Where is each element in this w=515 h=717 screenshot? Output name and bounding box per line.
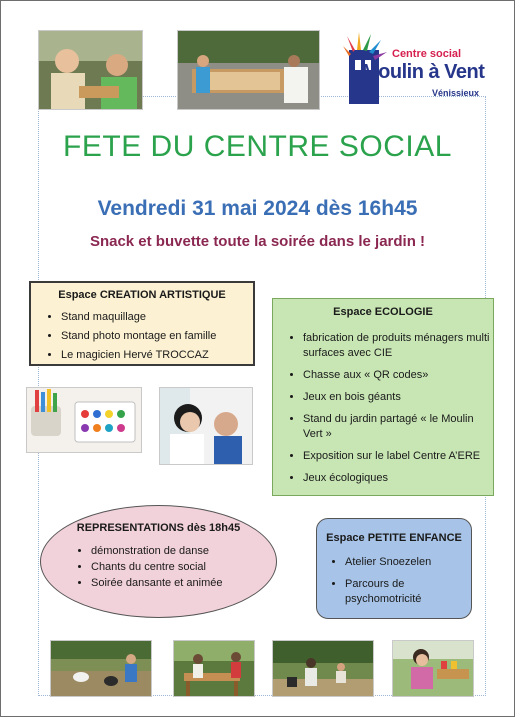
creation-list	[31, 310, 253, 363]
list-item: • Chants du centre social	[91, 560, 276, 575]
photo-outdoor-group	[272, 640, 374, 697]
photo-wooden-game	[177, 30, 320, 110]
list-item: • Le magicien Hervé TROCCAZ	[61, 348, 253, 363]
photo-garden-chickens	[50, 640, 152, 697]
list-item: • Stand photo montage en famille	[61, 329, 253, 344]
list-item: • Soirée dansante et animée	[91, 576, 276, 591]
petite-enfance-heading: Espace PETITE ENFANCE	[326, 532, 462, 544]
list-item: • Stand du jardin partagé « le Moulin Vert »	[303, 412, 493, 442]
logo-line1: Centre social	[392, 48, 462, 60]
creation-heading: Espace CREATION ARTISTIQUE	[58, 289, 226, 301]
ecologie-box	[272, 298, 494, 496]
list-item: • Jeux en bois géants	[303, 390, 493, 405]
ecologie-heading: Espace ECOLOGIE	[333, 306, 433, 318]
tagline: Snack et buvette toute la soirée dans le jardin !	[89, 233, 426, 250]
ecologie-list	[273, 331, 493, 486]
list-item: • Stand maquillage	[61, 310, 253, 325]
list-item: • Parcours de psychomotricité	[345, 577, 471, 607]
logo-line3: Vénissieux	[432, 88, 480, 98]
photo-children-table	[173, 640, 255, 697]
petite-enfance-box	[316, 518, 472, 619]
photo-child-activity	[392, 640, 474, 697]
list-item: • Jeux écologiques	[303, 471, 493, 486]
creation-box	[29, 281, 255, 366]
petite-enfance-list	[317, 555, 471, 607]
representations-list	[41, 544, 276, 591]
list-item: • démonstration de danse	[91, 544, 276, 559]
list-item: • Atelier Snoezelen	[345, 555, 471, 570]
photo-face-painting	[159, 387, 253, 465]
page-title: FETE DU CENTRE SOCIAL	[63, 130, 452, 163]
logo-line2: Moulin à Vent	[362, 61, 485, 83]
representations-heading: REPRESENTATIONS dès 18h45	[76, 522, 241, 534]
representations-ellipse	[40, 505, 277, 618]
list-item: • Exposition sur le label Centre A’ERE	[303, 449, 493, 464]
photo-art-supplies	[26, 387, 142, 453]
photo-children-woodwork	[38, 30, 143, 110]
event-date: Vendredi 31 mai 2024 dès 16h45	[97, 197, 418, 220]
list-item: • Chasse aux « QR codes»	[303, 368, 493, 383]
list-item: • fabrication de produits ménagers multi surfaces avec CIE	[303, 331, 493, 361]
